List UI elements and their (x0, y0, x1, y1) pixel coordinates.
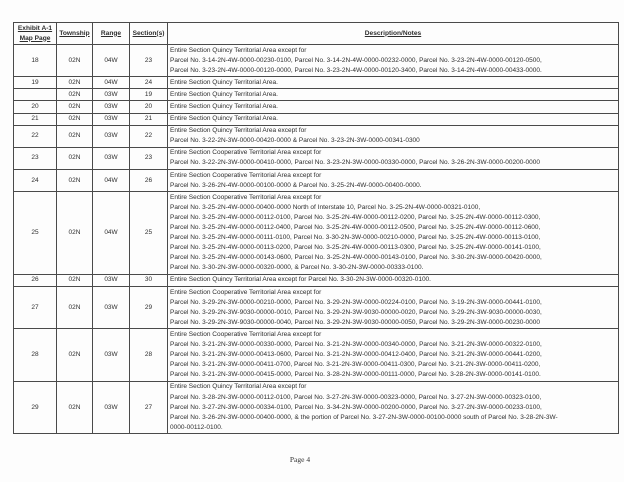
cell-description (168, 77, 619, 89)
description-line: Parcel No. 3-21-2N-3W-0000-00413-0600, Parcel No. 3-21-2N-3W-0000-00412-0400, Parcel No. 3-21-2N-3W-0000-00441-0200, (170, 351, 542, 359)
cell-sections: 25 (130, 192, 168, 275)
description-line: Entire Section Quincy Territorial Area except for (170, 46, 307, 54)
cell-sections: 22 (130, 125, 168, 147)
description-line: 0000-00112-0100. (170, 423, 223, 431)
table-row (14, 113, 619, 125)
cell-map-page: 26 (14, 274, 57, 286)
description-line: Entire Section Quincy Territorial Area except for Parcel No. 3-30-2N-3W-0000-00320-0100. (170, 276, 431, 284)
cell-description (168, 101, 619, 113)
cell-range: 04W (93, 45, 130, 77)
cell-range: 04W (93, 77, 130, 89)
table-row (14, 274, 619, 286)
description-line: Parcel No. 3-30-2N-3W-0000-00320-0000, & Parcel No. 3-30-2N-3W-0000-00333-0100. (170, 264, 424, 272)
description-line: Entire Section Cooperative Territorial Area except for (170, 288, 322, 296)
cell-sections: 30 (130, 274, 168, 286)
cell-range: 04W (93, 170, 130, 192)
table-row (14, 329, 619, 381)
description-line: Parcel No. 3-26-2N-3W-0000-00400-0000, & the portion of Parcel No. 3-27-2N-3W-0000-00100-0000 south of Parcel No. 3-28-2N-3W- (170, 413, 558, 421)
description-line: Entire Section Cooperative Territorial Area except for (170, 171, 322, 179)
description-line: Parcel No. 3-25-2N-4W-0000-00113-0200, Parcel No. 3-25-2N-4W-0000-00113-0300, Parcel No. 3-25-2N-4W-0000-00141-0100, (170, 244, 541, 252)
cell-description (168, 89, 619, 101)
cell-map-page: 22 (14, 125, 57, 147)
cell-map-page: 23 (14, 147, 57, 169)
cell-description (168, 170, 619, 192)
description-line: Parcel No. 3-21-2N-3W-0000-00415-0000, Parcel No. 3-28-2N-3W-0000-00111-0000, Parcel No. 3-28-2N-3W-0000-00141-0100. (170, 371, 541, 379)
table-header-row (14, 23, 619, 45)
cell-township: 02N (57, 147, 93, 169)
cell-description (168, 147, 619, 169)
description-line: Entire Section Quincy Territorial Area except for (170, 127, 307, 135)
description-line: Entire Section Cooperative Territorial Area except for (170, 149, 322, 157)
table-body (14, 45, 619, 434)
description-line: Parcel No. 3-14-2N-4W-0000-00230-0100, Parcel No. 3-14-2N-4W-0000-00232-0000, Parcel No. 3-23-2N-4W-0000-00120-0500, (170, 56, 542, 64)
column-header-range: Range (93, 23, 130, 45)
cell-township: 02N (57, 274, 93, 286)
table-row (14, 192, 619, 275)
cell-township: 02N (57, 287, 93, 329)
column-header-township: Township (57, 23, 93, 45)
cell-map-page: 25 (14, 192, 57, 275)
cell-sections: 23 (130, 147, 168, 169)
description-line: Parcel No. 3-29-2N-3W-0000-00210-0000, Parcel No. 3-29-2N-3W-0000-00224-0100, Parcel No. 3-19-2N-3W-0000-00441-0100, (170, 298, 542, 306)
description-line: Parcel No. 3-25-2N-4W-0000-00143-0600, Parcel No. 3-25-2N-4W-0000-00143-0100, Parcel No. 3-30-2N-3W-0000-00420-0000, (170, 254, 542, 262)
column-header-map-page-line1: Exhibit A-1 (17, 24, 53, 32)
cell-range: 03W (93, 101, 130, 113)
cell-sections: 23 (130, 45, 168, 77)
table-row (14, 287, 619, 329)
table-row (14, 89, 619, 101)
description-line: Entire Section Cooperative Territorial Area except for (170, 193, 322, 201)
cell-range: 03W (93, 329, 130, 381)
cell-range: 03W (93, 125, 130, 147)
table-row (14, 170, 619, 192)
cell-township: 02N (57, 77, 93, 89)
cell-description (168, 381, 619, 433)
cell-description (168, 274, 619, 286)
cell-map-page: 27 (14, 287, 57, 329)
cell-township: 02N (57, 329, 93, 381)
cell-map-page: 28 (14, 329, 57, 381)
description-line: Parcel No. 3-22-2N-3W-0000-00410-0000, Parcel No. 3-23-2N-3W-0000-00330-0000, Parcel No. 3-26-2N-3W-0000-00200-0000 (170, 159, 540, 167)
column-header-sections: Section(s) (130, 23, 168, 45)
exhibit-a1-table (13, 22, 619, 434)
cell-description (168, 113, 619, 125)
cell-map-page (14, 89, 57, 101)
description-line: Parcel No. 3-29-2N-3W-9030-00000-0010, Parcel No. 3-29-2N-3W-9030-00000-0020, Parcel No. 3-29-2N-3W-9030-00000-0030, (170, 308, 542, 316)
description-line: Entire Section Quincy Territorial Area. (170, 78, 278, 86)
description-line: Entire Section Quincy Territorial Area except for (170, 383, 307, 391)
column-header-description: Description/Notes (168, 23, 619, 45)
cell-township: 02N (57, 89, 93, 101)
table-row (14, 77, 619, 89)
cell-sections: 19 (130, 89, 168, 101)
cell-range: 04W (93, 192, 130, 275)
cell-range: 03W (93, 274, 130, 286)
table-row (14, 381, 619, 433)
column-header-map-page (14, 23, 57, 45)
cell-township: 02N (57, 170, 93, 192)
cell-description (168, 287, 619, 329)
cell-township: 02N (57, 125, 93, 147)
cell-range: 03W (93, 381, 130, 433)
description-line: Parcel No. 3-25-2N-4W-0000-00112-0100, Parcel No. 3-25-2N-4W-0000-00112-0200, Parcel No. 3-25-2N-4W-0000-00112-0300, (170, 213, 541, 221)
cell-sections: 21 (130, 113, 168, 125)
description-line: Parcel No. 3-22-2N-3W-0000-00420-0000 & Parcel No. 3-23-2N-3W-0000-00341-0300 (170, 137, 420, 145)
cell-map-page: 29 (14, 381, 57, 433)
description-line: Parcel No. 3-28-2N-3W-0000-00112-0100, Parcel No. 3-27-2N-3W-0000-00323-0000, Parcel No. 3-27-2N-3W-0000-00323-0100, (170, 393, 542, 401)
description-line: Parcel No. 3-26-2N-4W-0000-00100-0000 & Parcel No. 3-25-2N-4W-0000-00400-0000. (170, 181, 422, 189)
cell-sections: 24 (130, 77, 168, 89)
cell-map-page: 19 (14, 77, 57, 89)
cell-township: 02N (57, 381, 93, 433)
cell-description (168, 125, 619, 147)
description-line: Entire Section Quincy Territorial Area. (170, 102, 278, 110)
cell-township: 02N (57, 101, 93, 113)
description-line: Parcel No. 3-29-2N-3W-9030-00000-0040, Parcel No. 3-29-2N-3W-9030-00000-0050, Parcel No. 3-29-2N-3W-0000-00230-0000 (170, 318, 540, 326)
description-line: Parcel No. 3-25-2N-4W-0000-00112-0400, Parcel No. 3-25-2N-4W-0000-00112-0500, Parcel No. 3-25-2N-4W-0000-00112-0600, (170, 224, 541, 231)
table-row (14, 125, 619, 147)
cell-map-page: 21 (14, 113, 57, 125)
cell-map-page: 24 (14, 170, 57, 192)
description-line: Entire Section Quincy Territorial Area. (170, 115, 278, 123)
description-line: Entire Section Cooperative Territorial Area except for (170, 330, 322, 338)
cell-township: 02N (57, 192, 93, 275)
cell-range: 03W (93, 287, 130, 329)
cell-map-page: 18 (14, 45, 57, 77)
table-row (14, 101, 619, 113)
cell-sections: 26 (130, 170, 168, 192)
cell-range: 03W (93, 147, 130, 169)
column-header-map-page-line2: Map Page (19, 34, 51, 42)
description-line: Parcel No. 3-25-2N-4W-0000-00400-0000 North of Interstate 10, Parcel No. 3-25-2N-4W-0000-00321-0100, (170, 203, 481, 211)
description-line: Parcel No. 3-23-2N-4W-0000-00120-0000, Parcel No. 3-23-2N-4W-0000-00120-3400, Parcel No. 3-14-2N-4W-0000-00433-0000. (170, 66, 542, 74)
description-line: Entire Section Quincy Territorial Area. (170, 90, 278, 98)
cell-sections: 29 (130, 287, 168, 329)
cell-range: 03W (93, 113, 130, 125)
cell-map-page: 20 (14, 101, 57, 113)
description-line: Parcel No. 3-25-2N-4W-0000-00111-0100, Parcel No. 3-30-2N-3W-0000-00210-0000, Parcel No. 3-25-2N-4W-0000-00113-0100, (170, 234, 541, 242)
cell-description (168, 192, 619, 275)
cell-sections: 28 (130, 329, 168, 381)
cell-range: 03W (93, 89, 130, 101)
cell-township: 02N (57, 45, 93, 77)
cell-description (168, 45, 619, 77)
cell-description (168, 329, 619, 381)
cell-township: 02N (57, 113, 93, 125)
table-row (14, 45, 619, 77)
page-number: Page 4 (289, 455, 311, 464)
description-line: Parcel No. 3-21-2N-3W-0000-00330-0000, Parcel No. 3-21-2N-3W-0000-00340-0000, Parcel No. 3-21-2N-3W-0000-00322-0100, (170, 341, 542, 349)
cell-sections: 20 (130, 101, 168, 113)
description-line: Parcel No. 3-27-2N-3W-0000-00334-0100, Parcel No. 3-34-2N-3W-0000-00200-0000, Parcel No. 3-27-2N-3W-0000-00233-0100, (170, 403, 542, 411)
table-row (14, 147, 619, 169)
description-line: Parcel No. 3-21-2N-3W-0000-00411-0700, Parcel No. 3-21-2N-3W-0000-00411-0300, Parcel No. 3-21-2N-3W-0000-00411-0200, (170, 361, 541, 369)
cell-sections: 27 (130, 381, 168, 433)
